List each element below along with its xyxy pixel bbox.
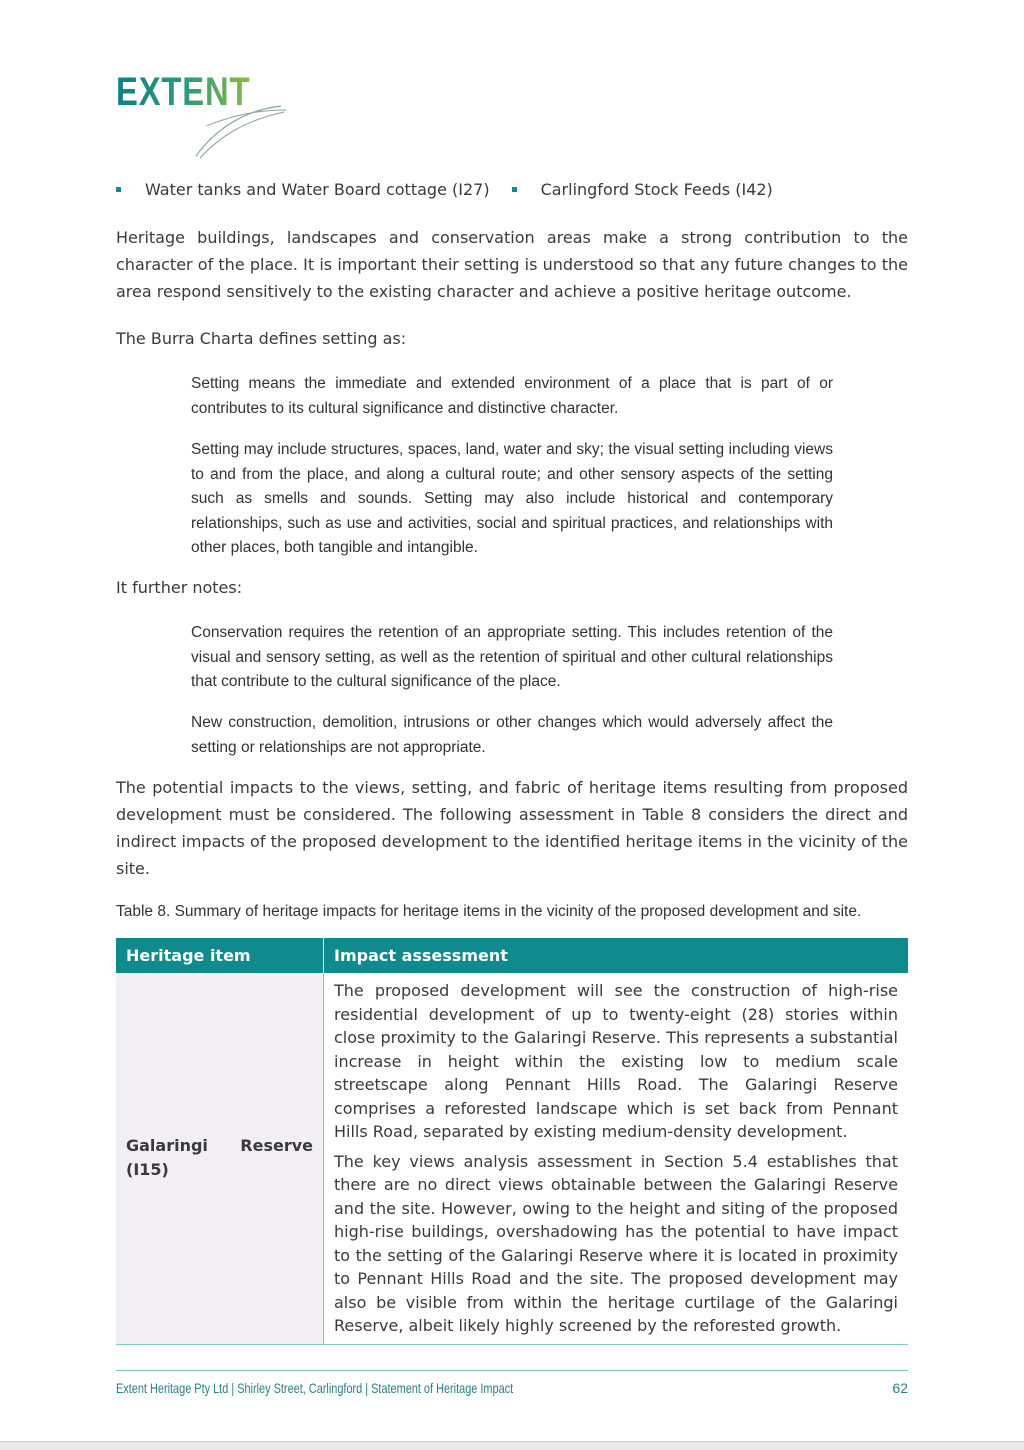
assessment-paragraph: The key views analysis assessment in Section 5.4 establishes that there are no direct views obtainable between the Galaringi Reserve and the site. However, owing to the height and siting of the proposed high-rise buildings, overshadowing has the potential to have impact to the setting of the Galaringi Reserve where it is located in proximity to Pennant Hills Road and the site. The proposed development may also be visible from within the heritage curtilage of the Galaringi Reserve, albeit likely highly screened by the reforested growth.	[334, 1151, 898, 1335]
impact-assessment-cell	[324, 973, 908, 1344]
bullet-icon	[116, 187, 121, 192]
paragraph-heritage: Heritage buildings, landscapes and conservation areas make a strong contribution to the character of the place. It is important their setting is understood so that any future changes to the area respond sensitively to the existing character and achieve a positive heritage outcome.	[116, 228, 908, 301]
list-item	[116, 180, 490, 199]
assessment-paragraph: The proposed development will see the construction of high-rise residential development of up to twenty-eight (28) stories within close proximity to the Galaringi Reserve. This represents a substantial increase in height within the existing low to medium scale streetscape along Pennant Hills Road. The Galaringi Reserve comprises a reforested landscape which is set back from Pennant Hills Road, separated by existing medium-density development.	[334, 981, 898, 1141]
header-impact-assessment: Impact assessment	[334, 946, 508, 965]
swoosh-lines-icon	[186, 98, 286, 160]
list-item	[512, 180, 773, 199]
heritage-item-id: (I15)	[126, 1160, 169, 1180]
header-heritage-item: Heritage item	[116, 938, 324, 973]
quote-setting-includes: Setting may include structures, spaces, land, water and sky; the visual setting including views to and from the place, and along a cultural route; and other sensory aspects of the setting such as smells and sounds. Setting may also include historical and contemporary relationships, such as use and activities, social and spiritual practices, and relationships with other places, both tangible and intangible.	[191, 441, 833, 556]
table-header-row	[116, 938, 908, 973]
paragraph-potential-impacts: The potential impacts to the views, setting, and fabric of heritage items resulting from proposed development must be considered. The following assessment in Table 8 considers the direct and indirect impacts of the proposed development to the identified heritage items in the vicinity of the site.	[116, 778, 908, 878]
table-row	[116, 973, 908, 1345]
impact-table	[116, 938, 908, 1345]
bullet-text: Water tanks and Water Board cottage (I27)	[145, 180, 490, 199]
extent-logo	[116, 70, 286, 160]
paragraph-further-notes: It further notes:	[116, 578, 243, 597]
bullet-text: Carlingford Stock Feeds (I42)	[540, 180, 773, 199]
bullet-icon	[512, 187, 517, 192]
page-number: 62	[892, 1380, 908, 1396]
heritage-item-name: Galaringi Reserve	[126, 1136, 313, 1156]
footer-divider	[116, 1370, 908, 1371]
table-caption: Table 8. Summary of heritage impacts for heritage items in the vicinity of the proposed development and site.	[116, 903, 862, 920]
footer-document-title: Extent Heritage Pty Ltd | Shirley Street, Carlingford | Statement of Heritage Impact	[116, 1380, 514, 1396]
heritage-item-cell	[116, 973, 324, 1344]
bullet-list	[116, 180, 908, 199]
logo-text: EXTENT	[116, 70, 251, 114]
quote-conservation: Conservation requires the retention of an appropriate setting. This includes retention of the visual and sensory setting, as well as the retention of spiritual and other cultural relationships that contribute to the cultural significance of the place.	[191, 624, 833, 690]
quote-setting-definition: Setting means the immediate and extended environment of a place that is part of or contributes to its cultural significance and distinctive character.	[191, 375, 833, 417]
paragraph-burra: The Burra Charta defines setting as:	[116, 329, 407, 348]
quote-new-construction: New construction, demolition, intrusions or other changes which would adversely affect the setting or relationships are not appropriate.	[191, 714, 833, 756]
